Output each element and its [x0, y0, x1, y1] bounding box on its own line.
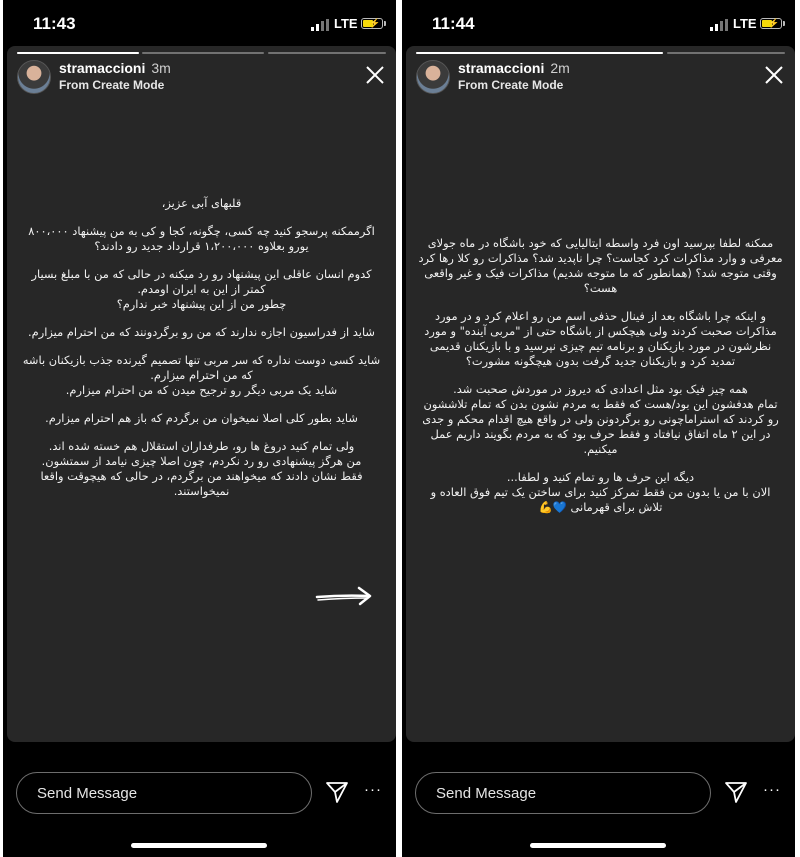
send-message-input[interactable]: Send Message — [415, 772, 711, 814]
network-type: LTE — [334, 16, 358, 31]
story-paragraph: اگرممکنه پرسجو کنید چه کسی، چگونه، کجا و کی به من پیشنهاد ۸۰۰،۰۰۰ یورو بعلاوه ۱،۲۰۰،۰۰۰ قرارداد جدید رو دادند؟ — [28, 224, 375, 253]
battery-icon: ⚡ — [760, 18, 782, 29]
story-screen-1 — [3, 0, 396, 857]
story-paragraph: ممکنه لطفا بپرسید اون فرد واسطه ایتالیایی که خود باشگاه در ماه جولای معرفی و وارد مذاکرات کرد کجاست؟ چرا ناپدید شد؟ مذاکرات رو کلا رها کرد وقتی متوجه شد؟ (همانطور که ما متوجه شدیم) مذاکرات فیک و غیر واقعی هست؟ — [418, 236, 783, 295]
create-mode-label: From Create Mode — [59, 78, 165, 92]
network-type: LTE — [733, 16, 757, 31]
story-age: 3m — [151, 60, 171, 76]
avatar[interactable] — [17, 60, 51, 94]
story-paragraph: دیگه این حرف ها رو تمام کنید و لطفا... الان با من یا بدون من فقط تمرکز کنید برای ساختن یک تیم فوق العاده و تلاش برای قهرمانی 💙💪 — [430, 470, 771, 514]
status-time: 11:44 — [432, 14, 475, 33]
avatar[interactable] — [416, 60, 450, 94]
story-text — [19, 196, 384, 512]
story-paragraph: همه چیز فیک بود مثل اعدادی که دیروز در موردش صحبت شد. تمام هدفشون این بود/هست که فقط به مردم نشون بدن که تمام تلاششون رو کردند که استراماچونی رو برگردونن ولی در واقع هیچ اقدام محکم و جدی در این ۲ ماه اتفاق نیافتاد و فقط حرف بود که به مردم بگویند داریم عمل میکنیم. — [422, 382, 779, 456]
story-progress — [416, 52, 785, 54]
status-time: 11:43 — [33, 14, 76, 33]
right-arrow-icon — [315, 584, 373, 608]
story-card[interactable] — [406, 46, 795, 742]
send-icon[interactable] — [325, 780, 349, 804]
reply-bar — [3, 742, 396, 857]
more-options-icon[interactable]: ··· — [763, 781, 781, 798]
story-text — [418, 236, 783, 528]
story-paragraph: شاید بطور کلی اصلا نمیخوان من برگردم که باز هم احترام میزارم. — [45, 411, 358, 425]
more-options-icon[interactable]: ··· — [364, 781, 382, 798]
create-mode-label: From Create Mode — [458, 78, 564, 92]
status-bar — [402, 0, 795, 48]
close-icon[interactable] — [763, 64, 785, 86]
story-paragraph: ولی تمام کنید دروغ ها رو، طرفداران استقلال هم خسته شده اند. من هرگز پیشنهادی رو رد نکردم، چون اصلا چیزی نیامد از سمتشون. فقط نشان دادند که میخواهند من برگردم، در حالی که هیچوقت واقعا نمیخواستند. — [40, 439, 363, 498]
story-paragraph: شاید از فدراسیون اجازه ندارند که من رو برگردونند که من احترام میزارم. — [28, 325, 375, 339]
story-card[interactable] — [7, 46, 396, 742]
story-age: 2m — [550, 60, 570, 76]
signal-icon — [710, 19, 730, 31]
story-username[interactable]: stramaccioni 3m — [59, 60, 171, 76]
story-screen-2 — [402, 0, 795, 857]
reply-bar — [402, 742, 795, 857]
signal-icon — [311, 19, 331, 31]
story-progress — [17, 52, 386, 54]
home-indicator[interactable] — [530, 843, 666, 848]
story-paragraph: قلبهای آبی عزیز، — [161, 196, 242, 210]
story-paragraph: و اینکه چرا باشگاه بعد از فینال حذفی اسم من رو اعلام کرد و در مورد مذاکرات صحبت کردند ولی هیچکس از باشگاه حتی از "مربی آینده" و مورد نظرشون در مورد بازیکنان و برنامه تیم چیزی نپرسید و با بازیکنان قدیمی تمدید کرد و بازیکنان جدید گرفت بدون هیچگونه مشورت؟ — [424, 309, 777, 368]
story-username[interactable]: stramaccioni 2m — [458, 60, 570, 76]
send-icon[interactable] — [724, 780, 748, 804]
home-indicator[interactable] — [131, 843, 267, 848]
send-message-input[interactable]: Send Message — [16, 772, 312, 814]
battery-icon: ⚡ — [361, 18, 383, 29]
story-paragraph: کدوم انسان عاقلی این پیشنهاد رو رد میکنه در حالی که من با مبلغ بسیار کمتر از این به ایران اومدم. چطور من از این پیشنهاد خبر ندارم؟ — [31, 267, 372, 311]
close-icon[interactable] — [364, 64, 386, 86]
story-paragraph: شاید کسی دوست نداره که سر مربی تنها تصمیم گیرنده جذب بازیکنان باشه که من احترام میزارم. شاید یک مربی دیگر رو ترجیح میدن که من احترام میزارم. — [22, 353, 381, 397]
status-bar — [3, 0, 396, 48]
